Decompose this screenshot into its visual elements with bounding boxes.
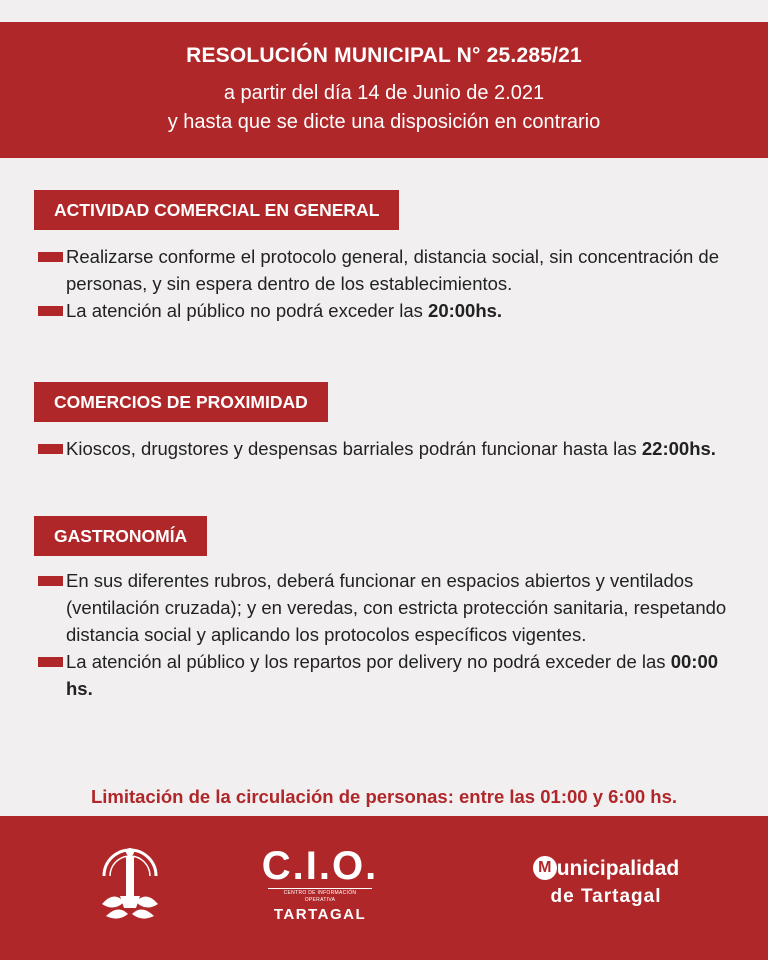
cio-logo-text: C.I.O. — [261, 844, 379, 888]
resolution-title: RESOLUCIÓN MUNICIPAL N° 25.285/21 — [186, 44, 582, 67]
municipal-emblem-icon — [96, 842, 164, 924]
start-date-text: a partir del día 14 de Junio de 2.021 — [223, 82, 545, 104]
section-body-comercios-proximidad — [38, 435, 728, 462]
bullet-text: En sus diferentes rubros, deberá funcionar en espacios abiertos y ventilados (ventilación cruzada); y en veredas, con estricta protección sanitaria, respetando distancia social y aplicando los protocolos específicos vigentes. — [66, 570, 727, 645]
municipalidad-logo — [516, 856, 696, 908]
bullet-marker-icon — [38, 576, 63, 586]
bullet-text: Kioscos, drugstores y despensas barriales podrán funcionar hasta las — [66, 438, 642, 459]
section-body-gastronomia — [38, 567, 728, 702]
bullet-text: Realizarse conforme el protocolo general, distancia social, sin concentración de personas, y sin espera dentro de los establecimientos. — [66, 246, 719, 294]
municipalidad-word: unicipalidad — [556, 857, 680, 880]
municipalidad-logo-line1 — [516, 856, 696, 882]
bullet-bold: 00:00 hs. — [66, 651, 719, 699]
section-title-actividad-comercial: ACTIVIDAD COMERCIAL EN GENERAL — [34, 190, 399, 230]
bullet-bold: 22:00hs. — [641, 438, 716, 459]
bullet-marker-icon — [38, 444, 63, 454]
validity-text: y hasta que se dicte una disposición en contrario — [167, 111, 601, 133]
bullet-marker-icon — [38, 252, 63, 262]
bullet-item — [38, 243, 728, 297]
header-banner — [0, 22, 768, 158]
footer-banner — [0, 816, 768, 960]
bullet-item — [38, 567, 728, 648]
cio-logo — [260, 846, 380, 923]
cio-subtitle: CENTRO DE INFORMACIÓN OPERATIVA — [268, 888, 372, 904]
municipalidad-m-icon: M — [533, 856, 557, 880]
bullet-text: La atención al público no podrá exceder las — [66, 300, 429, 321]
municipalidad-logo-line2: de Tartagal — [550, 886, 662, 907]
section-title-comercios-proximidad: COMERCIOS DE PROXIMIDAD — [34, 382, 328, 422]
bullet-item — [38, 648, 728, 702]
bullet-marker-icon — [38, 306, 63, 316]
bullet-item — [38, 297, 728, 324]
bullet-item — [38, 435, 728, 462]
section-body-actividad-comercial — [38, 243, 728, 324]
section-title-gastronomia: GASTRONOMÍA — [34, 516, 207, 556]
bullet-bold: 20:00hs. — [428, 300, 503, 321]
bullet-text: La atención al público y los repartos por delivery no podrá exceder de las — [66, 651, 671, 672]
bullet-marker-icon — [38, 657, 63, 667]
circulation-limit-notice: Limitación de la circulación de personas: entre las 01:00 y 6:00 hs. — [90, 786, 678, 807]
cio-place: TARTAGAL — [273, 906, 367, 923]
